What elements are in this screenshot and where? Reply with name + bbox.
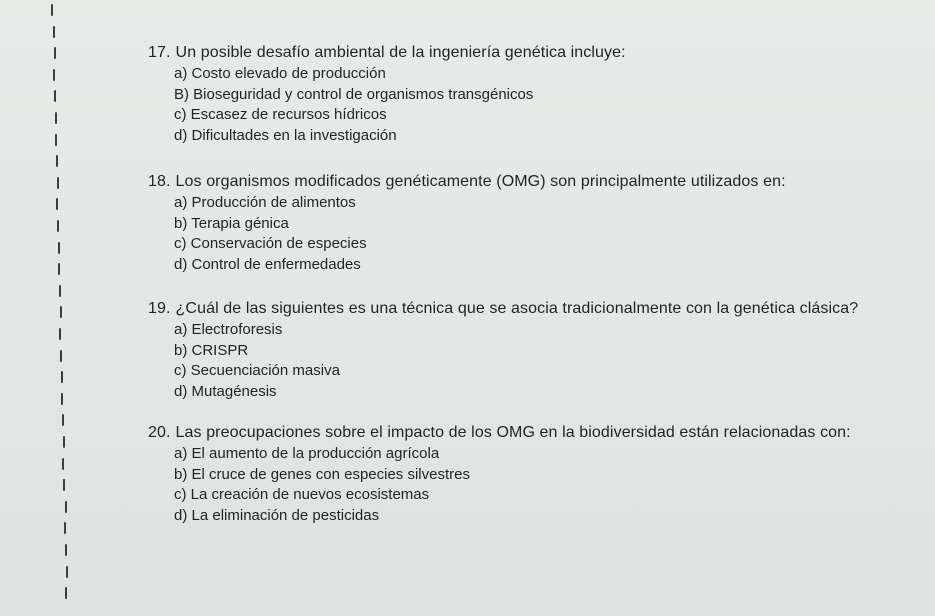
perforation-tick xyxy=(56,198,58,210)
perforation-tick xyxy=(64,522,66,534)
question-20-option-b: b) El cruce de genes con especies silvestres xyxy=(174,465,470,483)
perforation-tick xyxy=(53,69,55,81)
question-20-option-c: c) La creación de nuevos ecosistemas xyxy=(174,486,430,503)
question-17 xyxy=(148,43,918,146)
question-18-stem xyxy=(148,172,918,192)
question-20-option-a: a) El aumento de la producción agrícola xyxy=(174,445,440,462)
question-20 xyxy=(148,423,918,526)
question-18-option-b: b) Terapia génica xyxy=(174,214,289,232)
perforation-tick xyxy=(63,479,65,491)
perforation-tick xyxy=(65,501,67,513)
question-18-option-a: a) Producción de alimentos xyxy=(174,194,356,211)
question-17-text: Un posible desafío ambiental de la ingeniería genética incluye: xyxy=(175,44,626,61)
perforation-tick xyxy=(62,458,64,470)
question-17-option-d: d) Dificultades en la investigación xyxy=(174,126,397,144)
question-17-number: 17. xyxy=(148,44,171,61)
question-20-number: 20. xyxy=(148,424,171,441)
perforation-tick xyxy=(58,263,60,275)
perforation-tick xyxy=(66,566,68,578)
perforation-tick xyxy=(57,220,59,232)
question-20-text: Las preocupaciones sobre el impacto de los OMG en la biodiversidad están relacionadas con: xyxy=(175,424,851,441)
question-17-options xyxy=(174,64,918,146)
perforation-tick xyxy=(58,242,60,254)
question-17-stem xyxy=(148,43,918,63)
question-19-option-b: b) CRISPR xyxy=(174,341,249,359)
perforation-tick xyxy=(62,414,64,426)
question-20-options xyxy=(174,444,918,526)
question-20-option-d: d) La eliminación de pesticidas xyxy=(174,506,380,524)
question-17-option-a: a) Costo elevado de producción xyxy=(174,65,386,82)
question-19-text: ¿Cuál de las siguientes es una técnica que se asocia tradicionalmente con la genética clásica? xyxy=(175,300,859,317)
perforation-tick xyxy=(65,587,67,599)
question-18-option-c: c) Conservación de especies xyxy=(174,235,367,252)
perforation-tick xyxy=(59,328,61,340)
perforation-tick xyxy=(63,436,65,448)
perforation-tick xyxy=(59,285,61,297)
perforation-tick xyxy=(51,4,53,16)
question-17-option-b: B) Bioseguridad y control de organismos transgénicos xyxy=(174,85,534,103)
perforation-tick xyxy=(57,177,59,189)
question-19-options xyxy=(174,320,918,402)
question-19 xyxy=(148,299,918,402)
perforation-tick xyxy=(55,112,57,124)
question-18-text: Los organismos modificados genéticamente (OMG) son principalmente utilizados en: xyxy=(175,173,786,190)
perforation-tick xyxy=(56,155,58,167)
question-18 xyxy=(148,172,918,275)
question-18-number: 18. xyxy=(148,173,171,190)
perforation-tick xyxy=(54,90,56,102)
perforation-tick xyxy=(60,350,62,362)
question-18-options xyxy=(174,193,918,275)
perforation-tick xyxy=(61,371,63,383)
question-19-option-d: d) Mutagénesis xyxy=(174,382,277,400)
question-17-option-c: c) Escasez de recursos hídricos xyxy=(174,106,387,123)
perforation-tick xyxy=(55,134,57,146)
perforation-tick xyxy=(65,544,67,556)
perforation-tick xyxy=(61,393,63,405)
perforation-tick xyxy=(54,47,56,59)
question-19-option-c: c) Secuenciación masiva xyxy=(174,362,340,379)
question-18-option-d: d) Control de enfermedades xyxy=(174,255,361,273)
question-19-option-a: a) Electroforesis xyxy=(174,321,283,338)
perforation-marks xyxy=(40,0,74,616)
perforation-tick xyxy=(60,306,62,318)
question-19-stem xyxy=(148,299,918,319)
perforation-tick xyxy=(53,26,55,38)
question-19-number: 19. xyxy=(148,300,171,317)
question-20-stem xyxy=(148,423,918,443)
